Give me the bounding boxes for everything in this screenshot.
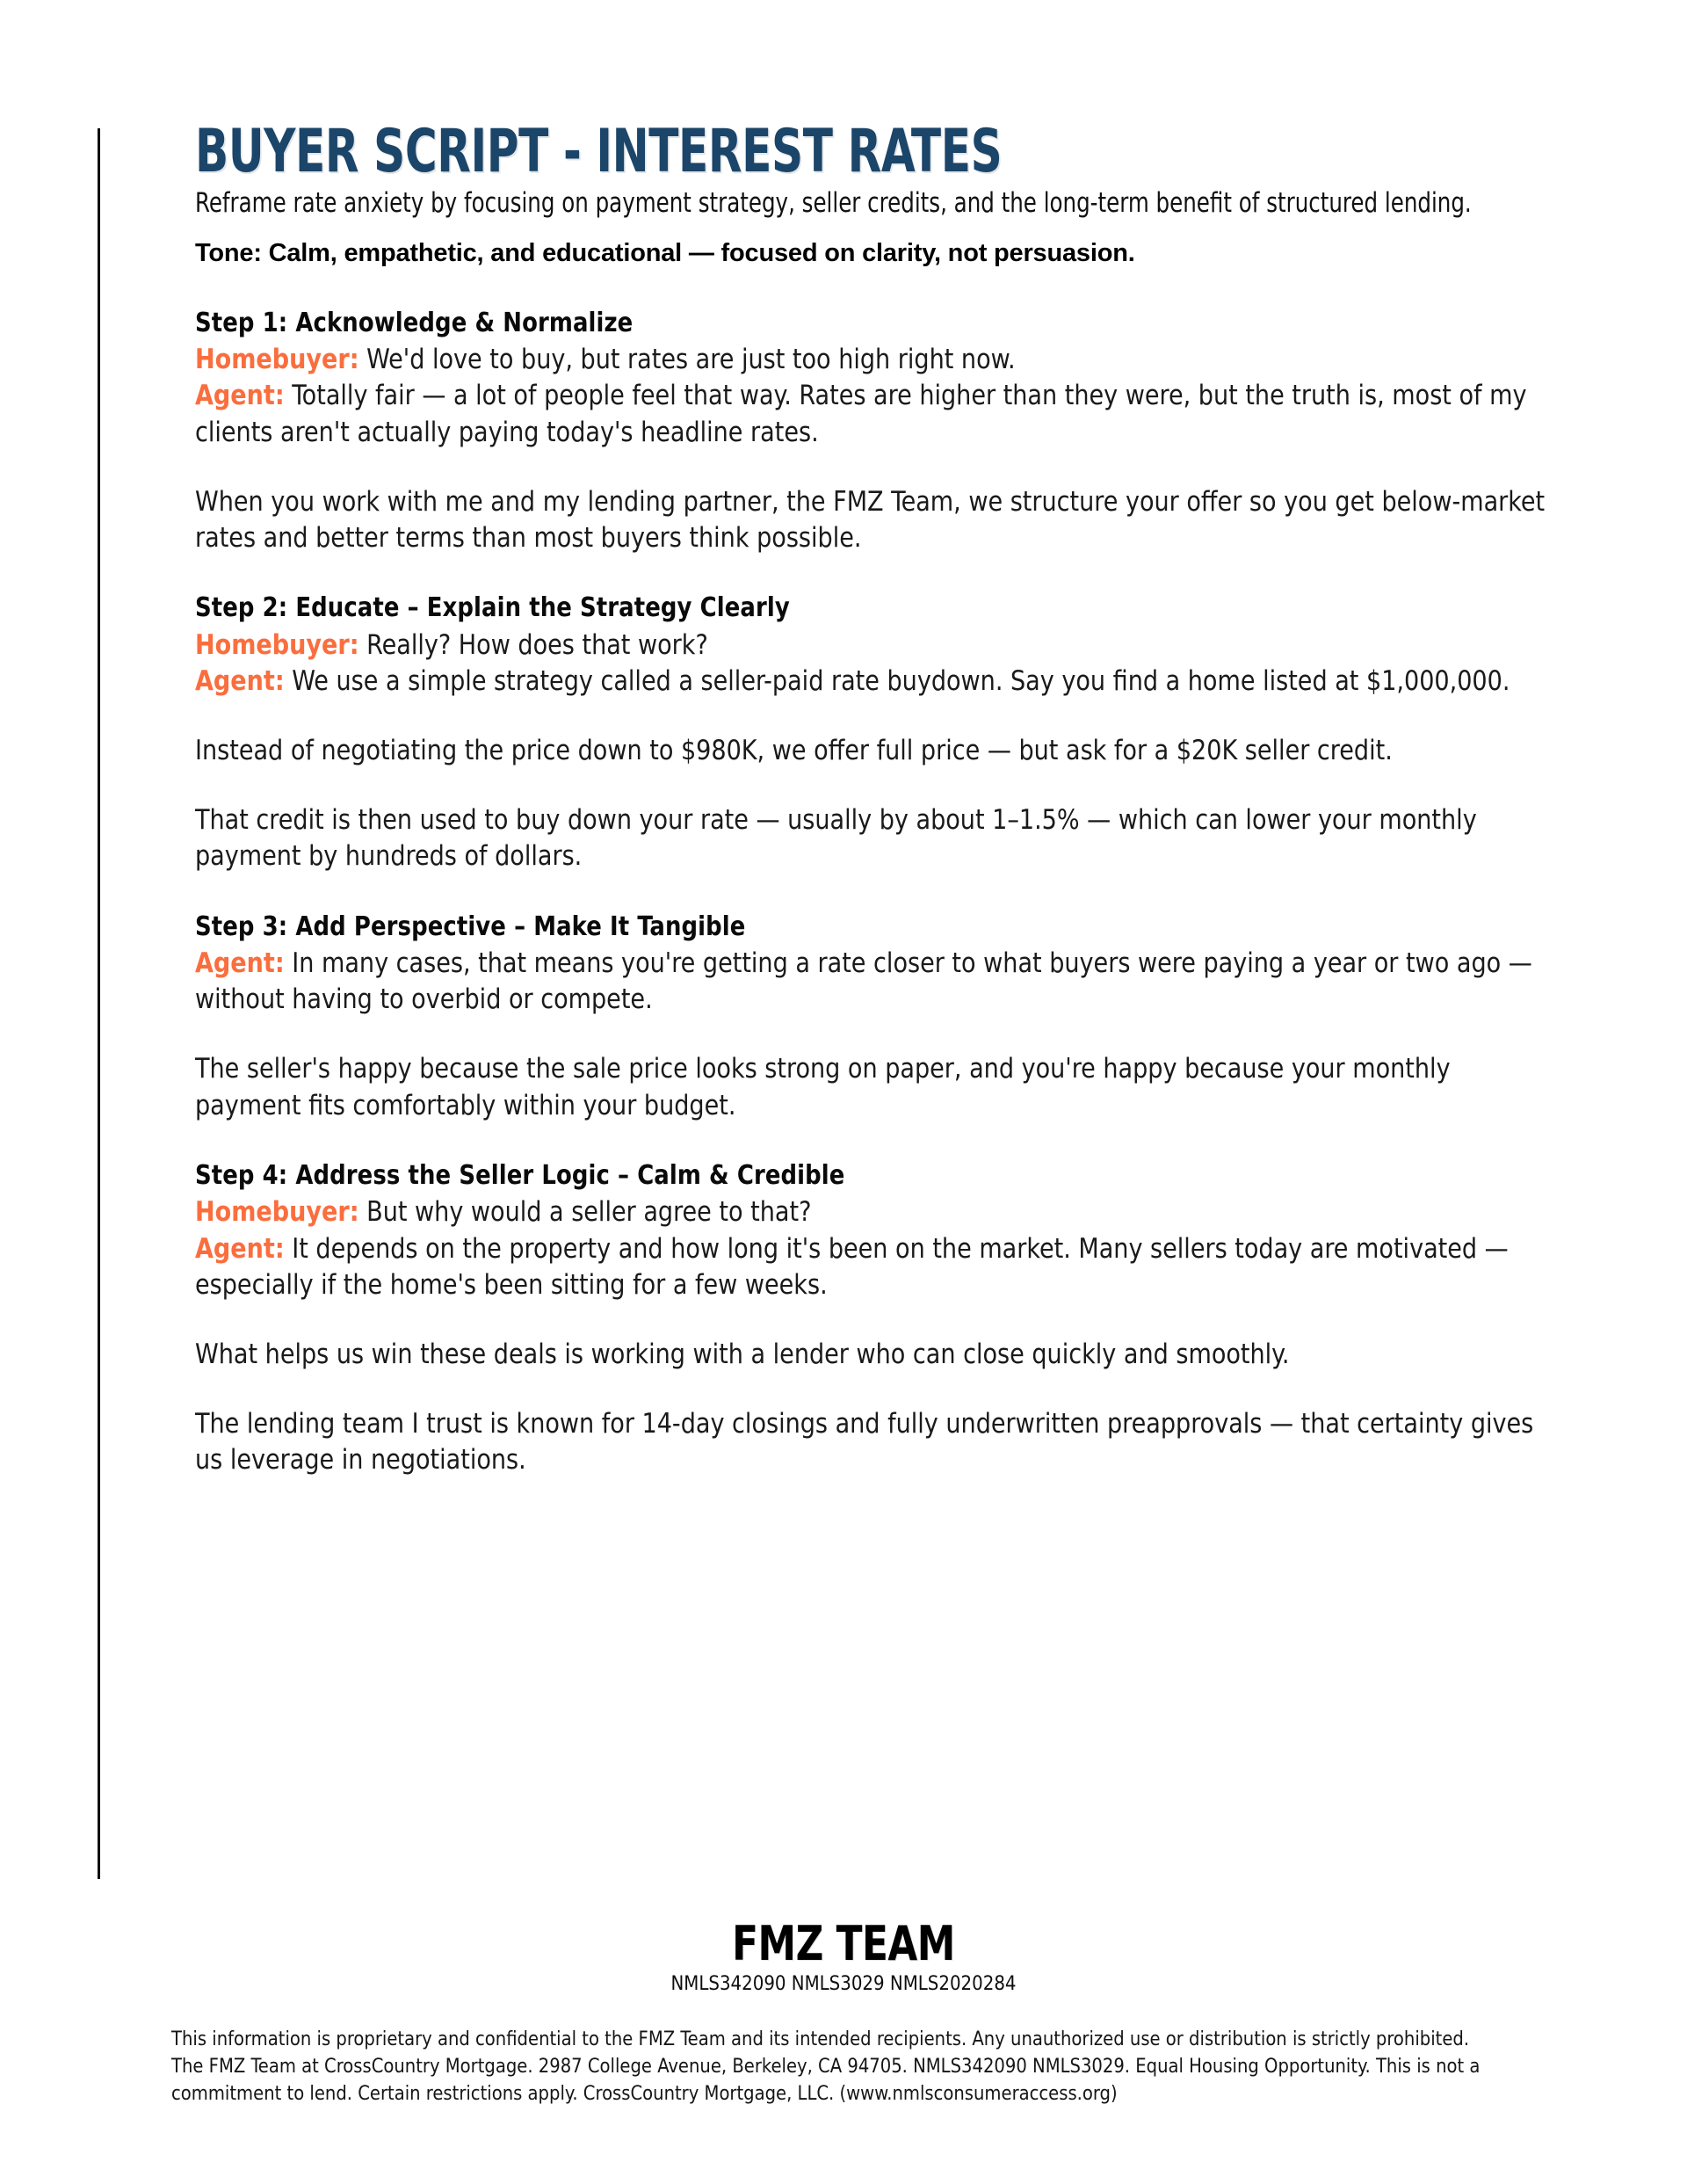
speaker-label-agent: Agent: (195, 947, 285, 980)
step-block-3 (195, 911, 1553, 1124)
speaker-label-agent: Agent: (195, 1232, 285, 1265)
paragraph-spacer (195, 451, 1553, 484)
dialog-text: We'd love to buy, but rates are just too high right now. (358, 344, 1016, 376)
dialog-line (195, 664, 1550, 700)
footer-branding (0, 1916, 1687, 1996)
brand-logo-text (0, 1916, 1687, 1971)
step-heading: Step 1: Acknowledge & Normalize (195, 307, 634, 338)
left-margin-rule (98, 128, 100, 1879)
body-paragraph: The lending team I trust is known for 14-day closings and fully underwritten preapprovals — that certainty gives us leverage in negotiations. (195, 1408, 1534, 1477)
paragraph-spacer (195, 700, 1553, 733)
speaker-label-homebuyer: Homebuyer: (195, 628, 359, 661)
brand-logo-inner: FMZ TEAM (732, 1916, 955, 1971)
tone-statement: Tone: Calm, empathetic, and educational — focused on clarity, not persuasion. (195, 239, 1135, 268)
dialog-text: In many cases, that means you're getting a rate closer to what buyers were paying a year or two ago — without having to overbid or compete. (195, 947, 1532, 1016)
dialog-text: Really? How does that work? (358, 628, 708, 661)
dialog-line (195, 1231, 1550, 1303)
dialog-text: But why would a seller agree to that? (358, 1196, 812, 1229)
page-subtitle: Reframe rate anxiety by focusing on payment strategy, seller credits, and the long-term benefit of structured lending. (195, 186, 1472, 219)
dialog-line (195, 1194, 1550, 1230)
document-content (195, 117, 1553, 1514)
paragraph-spacer (195, 1373, 1553, 1406)
dialog-line (195, 378, 1550, 450)
step-block-2 (195, 591, 1553, 874)
body-paragraph: When you work with me and my lending partner, the FMZ Team, we structure your offer so you get below-market rates and better terms than most buyers think possible. (195, 485, 1546, 554)
footer-disclaimer (0, 2026, 1687, 2108)
dialog-text: It depends on the property and how long it's been on the market. Many sellers today are motivated — especially if the home's been sitting for a few weeks. (195, 1232, 1509, 1301)
body-paragraph: The seller's happy because the sale price looks strong on paper, and you're happy because your monthly payment fits comfortably within your budget. (195, 1053, 1451, 1121)
step-heading: Step 4: Address the Seller Logic – Calm & Credible (195, 1159, 845, 1191)
paragraph-spacer (195, 1303, 1553, 1337)
step-block-4 (195, 1159, 1553, 1479)
body-paragraph: That credit is then used to buy down your rate — usually by about 1–1.5% — which can lower your monthly payment by hundreds of dollars. (195, 804, 1477, 873)
step-block-1 (195, 307, 1553, 556)
dialog-line (195, 342, 1550, 378)
dialog-line (195, 628, 1550, 664)
nmls-numbers: NMLS342090 NMLS3029 NMLS2020284 (670, 1973, 1017, 1995)
step-heading: Step 3: Add Perspective – Make It Tangible (195, 911, 746, 942)
paragraph-spacer (195, 1018, 1553, 1051)
step-heading: Step 2: Educate – Explain the Strategy Clearly (195, 592, 790, 624)
speaker-label-homebuyer: Homebuyer: (195, 344, 359, 376)
dialog-line (195, 946, 1550, 1018)
page-title: BUYER SCRIPT - INTEREST RATES (195, 117, 1003, 186)
speaker-label-agent: Agent: (195, 380, 285, 412)
speaker-label-agent: Agent: (195, 664, 285, 697)
speaker-label-homebuyer: Homebuyer: (195, 1196, 359, 1229)
paragraph-spacer (195, 769, 1553, 802)
body-paragraph: What helps us win these deals is working with a lender who can close quickly and smoothly. (195, 1338, 1290, 1370)
body-paragraph: Instead of negotiating the price down to $980K, we offer full price — but ask for a $20K seller credit. (195, 735, 1393, 766)
dialog-text: Totally fair — a lot of people feel that way. Rates are higher than they were, but the truth is, most of my clients aren't actually paying today's headline rates. (195, 380, 1527, 448)
dialog-text: We use a simple strategy called a seller-paid rate buydown. Say you find a home listed at $1,000,000. (284, 664, 1510, 697)
disclaimer-text: This information is proprietary and confidential to the FMZ Team and its intended recipients. Any unauthorized use or distribution is strictly prohibited. The FMZ Team at CrossCountry Mortgage. 2987 College Avenue, Berkeley, CA 94705. NMLS342090 NMLS3029. Equal Housing Opportunity. This is not a commitment to lend. Certain restrictions apply. CrossCountry Mortgage, LLC. (www.nmlsconsumeraccess.org) (171, 2028, 1481, 2106)
